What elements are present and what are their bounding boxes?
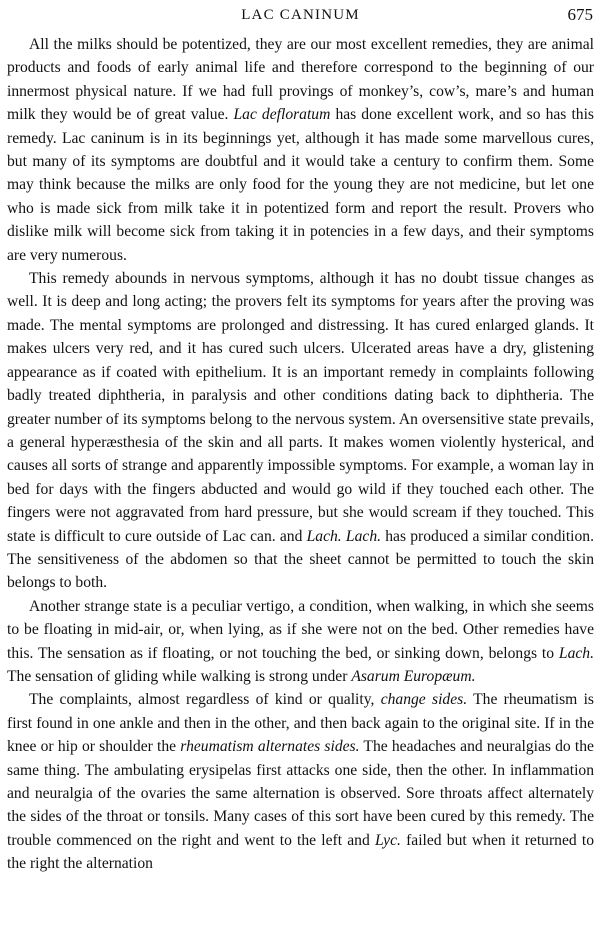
paragraph (7, 267, 594, 595)
text-run: has produced a similar condition. The sensitiveness of the abdomen so that the sheet cannot be permitted to touch the skin belongs to both. (7, 527, 594, 592)
page-number: 675 (567, 5, 593, 24)
italic-emphasis: rheumatism alternates sides. (180, 738, 360, 756)
italic-remedy-name: Lach. Lach. (306, 527, 382, 545)
text-run: The sensation of gliding while walking is strong under (7, 667, 352, 685)
text-run: This remedy abounds in nervous symptoms, although it has no doubt tissue changes as well. It is deep and long acting; the provers felt its symptoms for years after the proving was made. The mental symptoms are prolonged and distressing. It has cured enlarged glands. It makes ulcers very red, and it has cured such ulcers. Ulcerated areas have a dry, glistening appearance as if coated with epithelium. It is an important remedy in complaints following badly treated diphtheria, in paralysis and other conditions dating back to diphtheria. The greater number of its symptoms belong to the nervous system. An oversensitive state prevails, a general hyperæsthesia of the skin and all parts. It makes women violently hysterical, and causes all sorts of strange and apparently impossible symptoms. For example, a woman lay in bed for days with the fingers abducted and would go wild if they touched each other. The fingers were not aggravated from hard pressure, but she would scream if they touched. This state is difficult to cure outside of Lac can. and (7, 270, 594, 545)
italic-remedy-name: Asarum Europæum. (351, 667, 476, 685)
text-run: The complaints, almost regardless of kind or quality, (29, 691, 381, 709)
running-title: LAC CANINUM (241, 7, 360, 23)
text-run: The headaches and neuralgias do the same thing. The ambulating erysipelas first attacks one side, then the other. In inflammation and neuralgia of the ovaries the same alternation is observed. Sore throats affect alternately the sides of the throat or tonsils. Many cases of this sort have been cured by this remedy. The trouble commenced on the right and went to the left and (7, 738, 594, 849)
paragraph (7, 33, 594, 267)
italic-remedy-name: Lach. (558, 644, 594, 662)
italic-remedy-name: Lyc. (374, 831, 401, 849)
italic-remedy-name: Lac defloratum (233, 106, 331, 124)
text-run: has done excellent work, and so has this remedy. Lac caninum is in its beginnings yet, although it has made some marvellous cures, but many of its symptoms are doubtful and it would take a century to confirm them. Some may think because the milks are only food for the young they are not medicine, but let one who is made sick from milk take it in potentized form and report the result. Provers who dislike milk will become sick from taking it in potencies in a few days, and their symptoms are very numerous. (7, 106, 594, 264)
running-head (6, 5, 595, 27)
text-run: Another strange state is a peculiar vertigo, a condition, when walking, in which she seems to be floating in mid-air, or, when lying, as if she were not on the bed. Other remedies have this. The sensation as if floating, or not touching the bed, or sinking down, belongs to (7, 597, 594, 662)
text-run: The rheumatism is first found in one ankle and then in the other, and then back again to the original site. If in the knee or hip or shoulder the (7, 691, 594, 756)
text-run: failed but when it returned to the right the alternation (7, 831, 594, 873)
paragraph (7, 595, 594, 689)
paragraph (7, 688, 594, 875)
text-run: All the milks should be potentized, they are our most excellent remedies, they are animal products and foods of early animal life and therefore correspond to the beginning of our innermost physical nature. If we had full provings of monkey’s, cow’s, mare’s and human milk they would be of great value. (7, 36, 594, 124)
body-text (7, 33, 594, 876)
italic-emphasis: change sides. (380, 691, 468, 709)
